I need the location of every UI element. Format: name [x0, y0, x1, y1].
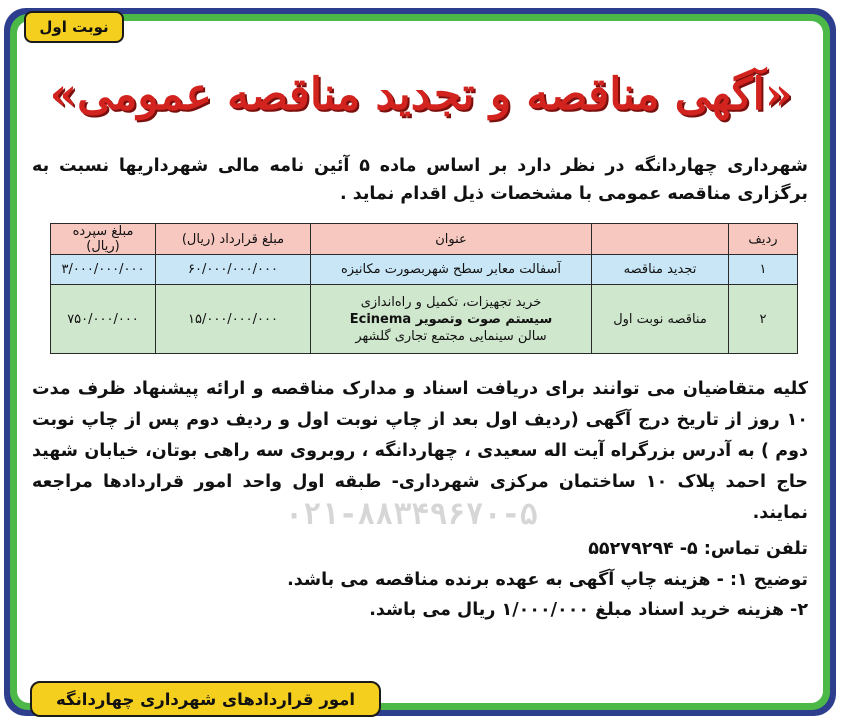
col-header-index: ردیف [729, 224, 798, 255]
instructions-paragraph: کلیه متقاضیان می توانند برای دریافت اسناد و مدارک مناقصه و ارائه پیشنهاد ظرف مدت ۱۰ روز از تاریخ درج آگهی (ردیف اول بعد از چاپ نوبت اول و ردیف دوم پس از چاپ نوبت دوم ) به آدرس بزرگراه آیت اله سعیدی ، چهاردانگه ، روبروی سه راهی بوتان، خیابان شهید حاج احمد پلاک ۱۰ ساختمان مرکزی شهرداری- طبقه اول واحد امور قراردادها مراجعه نمایند. [32, 379, 808, 523]
cell-title-line: سیستم صوت وتصویر Ecinema [349, 311, 553, 327]
col-header-contract: مبلغ قرارداد (ریال) [156, 224, 311, 255]
table-row [51, 255, 798, 285]
footer-office-label: امور قراردادهای شهرداری چهاردانگه [30, 681, 381, 717]
cell-deposit-amount: ۷۵۰/۰۰۰/۰۰۰ [51, 285, 156, 354]
watermark-phone: ۰۲۱-۸۸۳۴۹۶۷۰-۵ [285, 497, 538, 532]
table-row [51, 285, 798, 354]
note-line-2: ۲- هزینه خرید اسناد مبلغ ۱/۰۰۰/۰۰۰ ریال می باشد. [369, 600, 808, 620]
cell-contract-amount: ۱۵/۰۰۰/۰۰۰/۰۰۰ [156, 285, 311, 354]
cell-deposit-amount: ۳/۰۰۰/۰۰۰/۰۰۰ [51, 255, 156, 285]
intro-paragraph: شهرداری چهاردانگه در نظر دارد بر اساس ماده ۵ آئین نامه مالی شهرداریها نسبت به برگزاری مناقصه عمومی با مشخصات ذیل اقدام نماید . [32, 156, 808, 204]
cell-index: ۱ [729, 255, 798, 285]
col-header-title: عنوان [311, 224, 592, 255]
table-header-row [51, 224, 798, 255]
edition-badge: نوبت اول [24, 11, 124, 43]
cell-title: آسفالت معابر سطح شهربصورت مکانیزه [311, 255, 592, 285]
cell-title-line: خرید تجهیزات، تکمیل و راه‌اندازی [360, 294, 542, 310]
cell-type: مناقصه نوبت اول [592, 285, 729, 354]
col-header-type [592, 224, 729, 255]
note-line-1: توضیح ۱: - هزینه چاپ آگهی به عهده برنده مناقصه می باشد. [287, 570, 808, 590]
cell-type: تجدید مناقصه [592, 255, 729, 285]
page-title: «آگهی مناقصه و تجدید مناقصه عمومی» [49, 69, 793, 120]
cell-index: ۲ [729, 285, 798, 354]
col-header-deposit: مبلغ سپرده (ریال) [51, 224, 156, 255]
cell-title-line: سالن سینمایی مجتمع تجاری گلشهر [355, 328, 547, 344]
cell-contract-amount: ۶۰/۰۰۰/۰۰۰/۰۰۰ [156, 255, 311, 285]
phone-number: تلفن تماس: ۵- ۵۵۲۷۹۲۹۴ [588, 539, 808, 559]
cell-title [311, 285, 592, 354]
tender-table [50, 223, 798, 354]
